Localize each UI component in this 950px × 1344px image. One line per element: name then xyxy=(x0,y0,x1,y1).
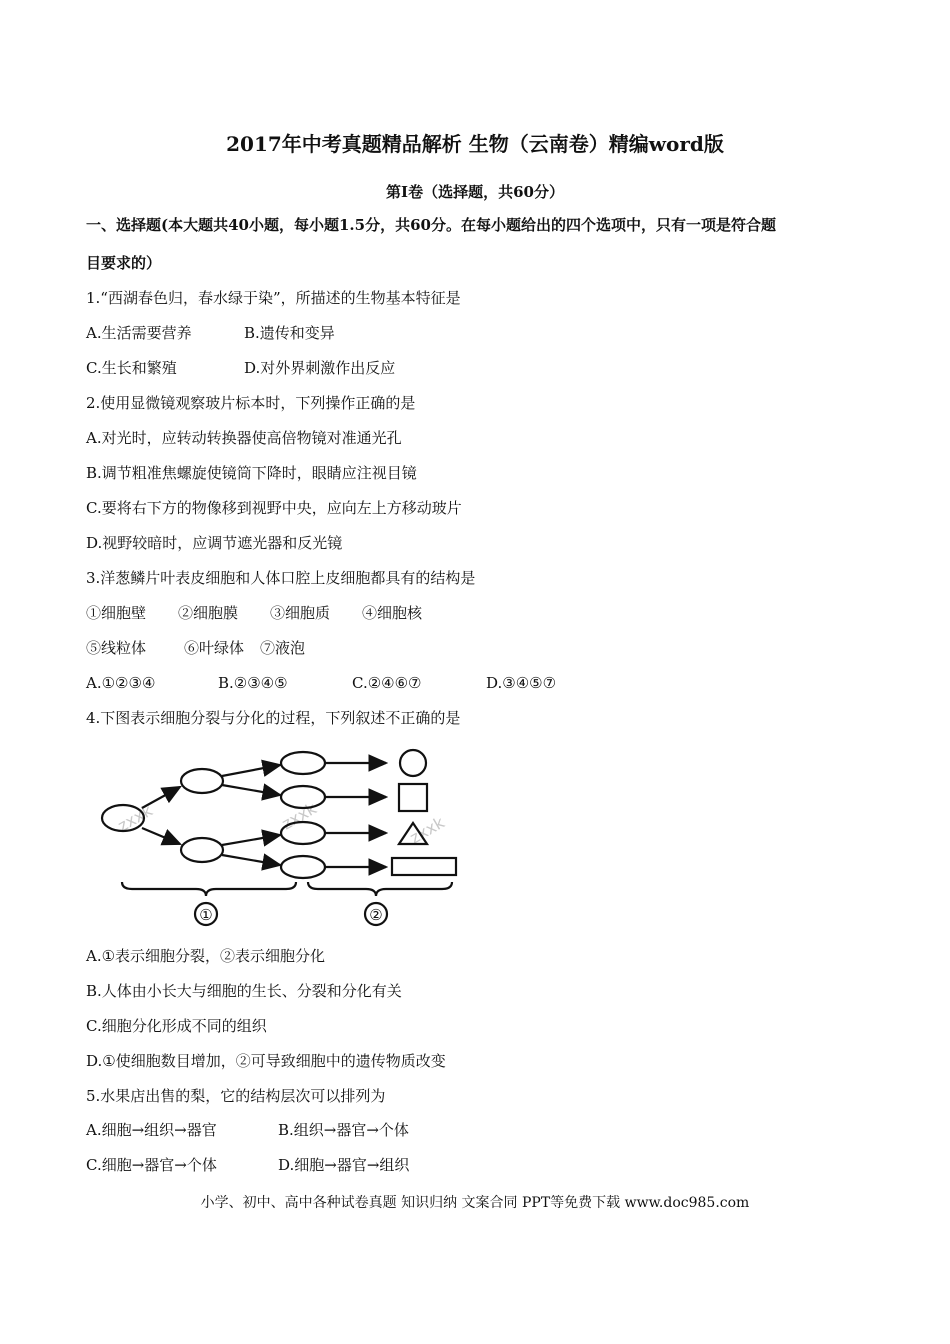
question-2-option-c: C.要将右下方的物像移到视野中央，应向左上方移动玻片 xyxy=(86,499,462,517)
question-2-option-a: A.对光时，应转动转换器使高倍物镜对准通光孔 xyxy=(86,429,402,447)
structure-item: ④细胞核 xyxy=(362,604,423,622)
question-2-option-d: D.视野较暗时，应调节遮光器和反光镜 xyxy=(86,534,343,552)
watermark-text: zxxk xyxy=(114,800,156,836)
question-4-option-b: B.人体由小长大与细胞的生长、分裂和分化有关 xyxy=(86,982,402,1000)
question-3-stem: 3.洋葱鳞片叶表皮细胞和人体口腔上皮细胞都具有的结构是 xyxy=(86,569,476,587)
label-1: ① xyxy=(199,906,213,924)
option-d: D.③④⑤⑦ xyxy=(486,674,557,692)
option-c: C.②④⑥⑦ xyxy=(352,674,422,692)
question-4-option-d: D.①使细胞数目增加，②可导致细胞中的遗传物质改变 xyxy=(86,1052,446,1070)
question-5-options-row-2 xyxy=(86,1155,409,1175)
option-d: D.对外界刺激作出反应 xyxy=(244,359,396,377)
option-c: C.细胞→器官→个体 xyxy=(86,1156,217,1174)
question-3-items-row-2 xyxy=(86,638,305,658)
question-4-stem: 4.下图表示细胞分裂与分化的过程，下列叙述不正确的是 xyxy=(86,709,461,727)
document-title: 2017年中考真题精品解析 生物（云南卷）精编word版 xyxy=(226,132,724,156)
question-3-options xyxy=(86,673,556,693)
brace-1 xyxy=(122,882,296,896)
question-1-options-row-2 xyxy=(86,358,395,378)
daughter-cell xyxy=(181,769,223,793)
granddaughter-cell xyxy=(281,856,325,878)
label-2: ② xyxy=(369,906,383,924)
option-a: A.生活需要营养 xyxy=(86,324,192,342)
watermark-text: zxxk xyxy=(406,812,448,848)
question-2-stem: 2.使用显微镜观察玻片标本时，下列操作正确的是 xyxy=(86,394,416,412)
question-1-stem: 1.“西湖春色归，春水绿于染”，所描述的生物基本特征是 xyxy=(86,289,461,307)
question-1-options-row-1 xyxy=(86,323,335,343)
option-a: A.①②③④ xyxy=(86,674,156,692)
structure-item: ⑥叶绿体 xyxy=(184,639,245,657)
question-5-options-row-1 xyxy=(86,1120,409,1140)
daughter-cell xyxy=(181,838,223,862)
structure-item: ③细胞质 xyxy=(270,604,331,622)
option-b: B.②③④⑤ xyxy=(218,674,288,692)
structure-item: ②细胞膜 xyxy=(178,604,239,622)
brace-2 xyxy=(308,882,452,896)
watermark-text: zxxk xyxy=(278,798,320,834)
option-b: B.组织→器官→个体 xyxy=(278,1121,409,1139)
granddaughter-cell xyxy=(281,752,325,774)
option-d: D.细胞→器官→组织 xyxy=(278,1156,410,1174)
question-5-stem: 5.水果店出售的梨，它的结构层次可以排列为 xyxy=(86,1087,386,1105)
question-2-option-b: B.调节粗准焦螺旋使镜筒下降时，眼睛应注视目镜 xyxy=(86,464,417,482)
instructions-line-1: 一、选择题(本大题共40小题，每小题1.5分，共60分。在每小题给出的四个选项中，只有一项是符合题 xyxy=(86,216,776,234)
question-4-option-c: C.细胞分化形成不同的组织 xyxy=(86,1017,267,1035)
page-footer: 小学、初中、高中各种试卷真题 知识归纳 文案合同 PPT等免费下载 www.doc985.com xyxy=(200,1195,750,1211)
question-4-option-a: A.①表示细胞分裂，②表示细胞分化 xyxy=(86,947,326,965)
circle-shape xyxy=(400,750,426,776)
structure-item: ⑤线粒体 xyxy=(86,639,147,657)
square-shape xyxy=(399,784,427,811)
option-a: A.细胞→组织→器官 xyxy=(86,1121,217,1139)
rectangle-shape xyxy=(392,858,456,875)
option-b: B.遗传和变异 xyxy=(244,324,335,342)
section-title: 第Ⅰ卷（选择题，共60分） xyxy=(386,183,564,201)
cell-division-differentiation-figure xyxy=(96,738,466,934)
instructions-line-2: 目要求的） xyxy=(86,254,162,272)
structure-item: ①细胞壁 xyxy=(86,604,147,622)
question-3-items-row-1 xyxy=(86,603,422,623)
structure-item: ⑦液泡 xyxy=(260,639,306,657)
option-c: C.生长和繁殖 xyxy=(86,359,177,377)
